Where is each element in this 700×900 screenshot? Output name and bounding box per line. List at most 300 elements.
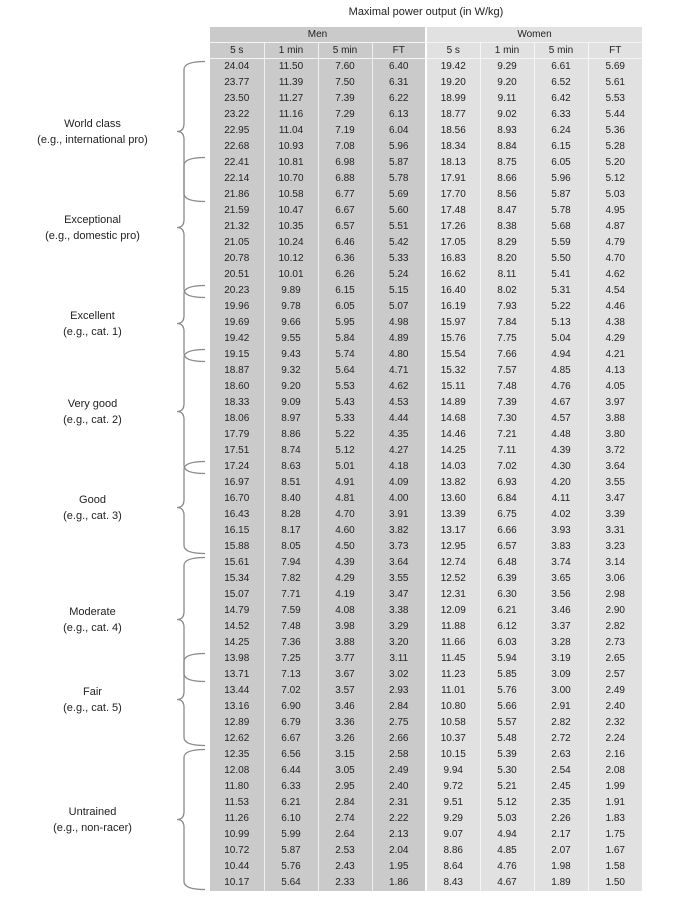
category-brace: [177, 462, 205, 554]
category-name: Fair: [83, 685, 102, 698]
table-cell: 3.46: [534, 603, 588, 619]
table-cell: 4.50: [318, 539, 372, 555]
table-cell: 9.02: [480, 107, 534, 123]
table-cell: 18.06: [210, 411, 264, 427]
column-header-row: [210, 43, 642, 59]
table-cell: 2.95: [318, 779, 372, 795]
table-cell: 2.63: [534, 747, 588, 763]
table-cell: 22.14: [210, 171, 264, 187]
table-cell: 12.89: [210, 715, 264, 731]
table-cell: 7.39: [318, 91, 372, 107]
table-row: [210, 299, 642, 315]
table-cell: 3.74: [534, 555, 588, 571]
table-cell: 14.03: [426, 459, 480, 475]
table-row: [210, 251, 642, 267]
table-cell: 17.26: [426, 219, 480, 235]
table-cell: 6.93: [480, 475, 534, 491]
table-cell: 5.87: [264, 843, 318, 859]
table-cell: 23.50: [210, 91, 264, 107]
group-header-row: [210, 27, 642, 43]
table-cell: 4.89: [372, 331, 426, 347]
table-cell: 5.84: [318, 331, 372, 347]
table-cell: 3.83: [534, 539, 588, 555]
table-cell: 2.32: [588, 715, 642, 731]
group-header-women: Women: [426, 27, 642, 43]
table-cell: 3.05: [318, 763, 372, 779]
table-cell: 8.97: [264, 411, 318, 427]
table-cell: 4.13: [588, 363, 642, 379]
table-cell: 5.33: [318, 411, 372, 427]
table-cell: 16.97: [210, 475, 264, 491]
table-cell: 8.38: [480, 219, 534, 235]
category-example: (e.g., cat. 2): [63, 413, 122, 426]
table-row: [210, 587, 642, 603]
table-cell: 16.15: [210, 523, 264, 539]
table-cell: 5.03: [480, 811, 534, 827]
table-cell: 5.76: [480, 683, 534, 699]
table-cell: 2.90: [588, 603, 642, 619]
table-cell: 21.32: [210, 219, 264, 235]
table-cell: 3.55: [588, 475, 642, 491]
table-row: [210, 539, 642, 555]
table-cell: 11.26: [210, 811, 264, 827]
table-cell: 3.57: [318, 683, 372, 699]
table-cell: 3.39: [588, 507, 642, 523]
table-cell: 9.89: [264, 283, 318, 299]
category-name: Excellent: [70, 309, 115, 322]
table-cell: 3.82: [372, 523, 426, 539]
table-cell: 16.43: [210, 507, 264, 523]
table-row: [210, 395, 642, 411]
table-cell: 2.22: [372, 811, 426, 827]
table-cell: 6.30: [480, 587, 534, 603]
table-cell: 18.87: [210, 363, 264, 379]
table-cell: 5.22: [318, 427, 372, 443]
category-example: (e.g., cat. 5): [63, 701, 122, 714]
table-cell: 5.60: [372, 203, 426, 219]
table-cell: 4.35: [372, 427, 426, 443]
table-cell: 7.82: [264, 571, 318, 587]
table-cell: 13.44: [210, 683, 264, 699]
table-cell: 13.82: [426, 475, 480, 491]
table-cell: 3.11: [372, 651, 426, 667]
table-body: [210, 59, 642, 892]
table-row: [210, 571, 642, 587]
table-cell: 7.29: [318, 107, 372, 123]
table-cell: 5.12: [480, 795, 534, 811]
table-cell: 9.11: [480, 91, 534, 107]
table-cell: 22.95: [210, 123, 264, 139]
table-cell: 17.70: [426, 187, 480, 203]
category-example: (e.g., non-racer): [53, 821, 132, 834]
table-cell: 15.11: [426, 379, 480, 395]
table-row: [210, 843, 642, 859]
table-cell: 8.84: [480, 139, 534, 155]
table-cell: 5.66: [480, 699, 534, 715]
table-row: [210, 459, 642, 475]
table-cell: 15.54: [426, 347, 480, 363]
table-cell: 8.86: [426, 843, 480, 859]
table-row: [210, 155, 642, 171]
table-cell: 7.30: [480, 411, 534, 427]
table-cell: 17.24: [210, 459, 264, 475]
table-cell: 4.46: [588, 299, 642, 315]
table-cell: 6.57: [480, 539, 534, 555]
table-cell: 7.75: [480, 331, 534, 347]
table-cell: 5.15: [372, 283, 426, 299]
table-cell: 2.82: [534, 715, 588, 731]
table-cell: 4.27: [372, 443, 426, 459]
table-cell: 7.02: [480, 459, 534, 475]
table-cell: 8.51: [264, 475, 318, 491]
table-cell: 4.60: [318, 523, 372, 539]
table-row: [210, 139, 642, 155]
table-row: [210, 219, 642, 235]
table-cell: 4.09: [372, 475, 426, 491]
table-row: [210, 411, 642, 427]
table-cell: 4.70: [588, 251, 642, 267]
group-header-men: Men: [210, 27, 426, 43]
table-row: [210, 107, 642, 123]
table-cell: 1.98: [534, 859, 588, 875]
table-cell: 4.53: [372, 395, 426, 411]
table-cell: 6.61: [534, 59, 588, 76]
table-cell: 18.60: [210, 379, 264, 395]
table-cell: 8.11: [480, 267, 534, 283]
table-cell: 2.16: [588, 747, 642, 763]
table-cell: 14.52: [210, 619, 264, 635]
table-cell: 6.12: [480, 619, 534, 635]
table-cell: 1.50: [588, 875, 642, 891]
table-cell: 16.70: [210, 491, 264, 507]
table-cell: 8.63: [264, 459, 318, 475]
category-example: (e.g., cat. 4): [63, 621, 122, 634]
table-row: [210, 187, 642, 203]
table-cell: 7.59: [264, 603, 318, 619]
table-cell: 7.39: [480, 395, 534, 411]
table-cell: 3.64: [372, 555, 426, 571]
table-cell: 3.55: [372, 571, 426, 587]
table-cell: 8.47: [480, 203, 534, 219]
table-cell: 18.34: [426, 139, 480, 155]
table-row: [210, 683, 642, 699]
table-cell: 2.84: [318, 795, 372, 811]
table-cell: 9.29: [426, 811, 480, 827]
table-cell: 5.59: [534, 235, 588, 251]
table-cell: 2.75: [372, 715, 426, 731]
table-cell: 19.15: [210, 347, 264, 363]
table-cell: 22.41: [210, 155, 264, 171]
table-cell: 15.32: [426, 363, 480, 379]
table-cell: 8.74: [264, 443, 318, 459]
table-cell: 12.35: [210, 747, 264, 763]
table-cell: 18.56: [426, 123, 480, 139]
table-cell: 2.07: [534, 843, 588, 859]
table-cell: 4.94: [480, 827, 534, 843]
table-cell: 5.64: [318, 363, 372, 379]
table-cell: 5.33: [372, 251, 426, 267]
table-cell: 4.00: [372, 491, 426, 507]
table-cell: 2.53: [318, 843, 372, 859]
table-row: [210, 731, 642, 747]
table-cell: 5.07: [372, 299, 426, 315]
table-cell: 3.67: [318, 667, 372, 683]
table-cell: 2.31: [372, 795, 426, 811]
table-cell: 4.29: [588, 331, 642, 347]
table-cell: 5.42: [372, 235, 426, 251]
table-cell: 15.88: [210, 539, 264, 555]
table-cell: 17.48: [426, 203, 480, 219]
table-row: [210, 651, 642, 667]
table-cell: 12.62: [210, 731, 264, 747]
table-cell: 18.13: [426, 155, 480, 171]
table-row: [210, 619, 642, 635]
table-cell: 3.73: [372, 539, 426, 555]
table-cell: 2.82: [588, 619, 642, 635]
table-cell: 6.56: [264, 747, 318, 763]
table-cell: 9.72: [426, 779, 480, 795]
table-cell: 1.58: [588, 859, 642, 875]
category-example: (e.g., cat. 1): [63, 325, 122, 338]
table-cell: 4.71: [372, 363, 426, 379]
table-row: [210, 491, 642, 507]
table-cell: 5.96: [534, 171, 588, 187]
table-cell: 4.76: [534, 379, 588, 395]
table-row: [210, 667, 642, 683]
table-cell: 4.39: [534, 443, 588, 459]
table-cell: 5.43: [318, 395, 372, 411]
table-cell: 3.72: [588, 443, 642, 459]
table-cell: 16.62: [426, 267, 480, 283]
table-row: [210, 603, 642, 619]
category-braces: [0, 0, 210, 900]
table-cell: 14.25: [426, 443, 480, 459]
category-name: Untrained: [68, 805, 117, 818]
table-cell: 3.47: [372, 587, 426, 603]
table-cell: 10.24: [264, 235, 318, 251]
table-cell: 5.69: [588, 59, 642, 76]
table-cell: 6.79: [264, 715, 318, 731]
table-cell: 5.01: [318, 459, 372, 475]
table-cell: 11.23: [426, 667, 480, 683]
table-cell: 18.99: [426, 91, 480, 107]
category-name: Exceptional: [64, 213, 121, 226]
table-cell: 12.08: [210, 763, 264, 779]
table-cell: 2.54: [534, 763, 588, 779]
table-cell: 9.66: [264, 315, 318, 331]
table-cell: 4.20: [534, 475, 588, 491]
table-cell: 5.78: [372, 171, 426, 187]
table-cell: 4.62: [588, 267, 642, 283]
table-cell: 5.69: [372, 187, 426, 203]
table-cell: 14.89: [426, 395, 480, 411]
table-row: [210, 203, 642, 219]
table-cell: 16.83: [426, 251, 480, 267]
table-cell: 9.78: [264, 299, 318, 315]
table-cell: 9.32: [264, 363, 318, 379]
table-cell: 3.23: [588, 539, 642, 555]
table-cell: 5.74: [318, 347, 372, 363]
table-cell: 6.40: [372, 59, 426, 76]
table-cell: 17.91: [426, 171, 480, 187]
table-cell: 16.40: [426, 283, 480, 299]
table-cell: 4.79: [588, 235, 642, 251]
table-cell: 2.43: [318, 859, 372, 875]
table-cell: 4.67: [534, 395, 588, 411]
table-cell: 21.05: [210, 235, 264, 251]
table-cell: 21.59: [210, 203, 264, 219]
table-cell: 1.86: [372, 875, 426, 891]
table-cell: 4.11: [534, 491, 588, 507]
table-cell: 4.70: [318, 507, 372, 523]
table-cell: 10.80: [426, 699, 480, 715]
table-cell: 8.43: [426, 875, 480, 891]
table-cell: 4.39: [318, 555, 372, 571]
table-cell: 6.05: [318, 299, 372, 315]
table-cell: 5.85: [480, 667, 534, 683]
table-cell: 2.40: [372, 779, 426, 795]
power-table-container: [210, 27, 642, 891]
table-cell: 4.67: [480, 875, 534, 891]
table-cell: 14.46: [426, 427, 480, 443]
table-cell: 3.02: [372, 667, 426, 683]
table-cell: 3.26: [318, 731, 372, 747]
table-cell: 6.66: [480, 523, 534, 539]
table-cell: 4.95: [588, 203, 642, 219]
table-cell: 3.46: [318, 699, 372, 715]
table-cell: 6.21: [264, 795, 318, 811]
table-cell: 15.34: [210, 571, 264, 587]
table-cell: 5.44: [588, 107, 642, 123]
table-cell: 11.80: [210, 779, 264, 795]
table-cell: 3.06: [588, 571, 642, 587]
table-cell: 15.61: [210, 555, 264, 571]
table-cell: 1.91: [588, 795, 642, 811]
table-cell: 2.40: [588, 699, 642, 715]
table-cell: 8.93: [480, 123, 534, 139]
table-cell: 4.19: [318, 587, 372, 603]
table-cell: 6.57: [318, 219, 372, 235]
table-cell: 9.43: [264, 347, 318, 363]
table-cell: 23.77: [210, 75, 264, 91]
table-cell: 15.97: [426, 315, 480, 331]
table-cell: 5.64: [264, 875, 318, 891]
table-cell: 3.88: [588, 411, 642, 427]
table-cell: 10.15: [426, 747, 480, 763]
table-row: [210, 827, 642, 843]
table-row: [210, 91, 642, 107]
table-cell: 6.48: [480, 555, 534, 571]
table-cell: 5.21: [480, 779, 534, 795]
table-cell: 5.24: [372, 267, 426, 283]
table-row: [210, 555, 642, 571]
table-cell: 10.01: [264, 267, 318, 283]
table-row: [210, 795, 642, 811]
table-cell: 9.29: [480, 59, 534, 76]
table-cell: 19.69: [210, 315, 264, 331]
table-cell: 5.12: [318, 443, 372, 459]
table-cell: 8.75: [480, 155, 534, 171]
table-cell: 5.03: [588, 187, 642, 203]
table-cell: 6.75: [480, 507, 534, 523]
table-cell: 10.35: [264, 219, 318, 235]
table-cell: 14.79: [210, 603, 264, 619]
table-row: [210, 747, 642, 763]
table-cell: 3.14: [588, 555, 642, 571]
table-cell: 6.84: [480, 491, 534, 507]
table-cell: 19.42: [210, 331, 264, 347]
table-cell: 4.38: [588, 315, 642, 331]
table-cell: 6.42: [534, 91, 588, 107]
table-cell: 4.29: [318, 571, 372, 587]
table-cell: 5.22: [534, 299, 588, 315]
table-row: [210, 123, 642, 139]
table-cell: 6.03: [480, 635, 534, 651]
table-row: [210, 763, 642, 779]
table-cell: 7.66: [480, 347, 534, 363]
power-table: [210, 27, 642, 891]
column-header-women-5s: 5 s: [426, 43, 480, 59]
table-row: [210, 507, 642, 523]
table-cell: 5.36: [588, 123, 642, 139]
table-cell: 11.39: [264, 75, 318, 91]
table-cell: 18.77: [426, 107, 480, 123]
table-cell: 2.73: [588, 635, 642, 651]
table-cell: 4.18: [372, 459, 426, 475]
table-row: [210, 283, 642, 299]
table-row: [210, 59, 642, 76]
table-cell: 5.12: [588, 171, 642, 187]
table-cell: 6.31: [372, 75, 426, 91]
table-row: [210, 715, 642, 731]
table-cell: 7.60: [318, 59, 372, 76]
table-cell: 2.45: [534, 779, 588, 795]
table-cell: 3.97: [588, 395, 642, 411]
table-cell: 16.19: [426, 299, 480, 315]
table-cell: 8.29: [480, 235, 534, 251]
table-cell: 20.51: [210, 267, 264, 283]
table-row: [210, 363, 642, 379]
table-cell: 8.56: [480, 187, 534, 203]
table-cell: 23.22: [210, 107, 264, 123]
table-cell: 10.93: [264, 139, 318, 155]
table-cell: 12.09: [426, 603, 480, 619]
table-cell: 4.30: [534, 459, 588, 475]
table-cell: 1.75: [588, 827, 642, 843]
table-cell: 20.78: [210, 251, 264, 267]
table-cell: 6.67: [264, 731, 318, 747]
column-header-women-ft: FT: [588, 43, 642, 59]
table-cell: 3.56: [534, 587, 588, 603]
table-cell: 3.36: [318, 715, 372, 731]
table-cell: 10.17: [210, 875, 264, 891]
table-cell: 5.20: [588, 155, 642, 171]
table-cell: 2.49: [588, 683, 642, 699]
table-cell: 2.08: [588, 763, 642, 779]
table-cell: 3.09: [534, 667, 588, 683]
table-cell: 6.04: [372, 123, 426, 139]
table-cell: 9.09: [264, 395, 318, 411]
table-cell: 4.98: [372, 315, 426, 331]
table-row: [210, 347, 642, 363]
table-row: [210, 379, 642, 395]
table-cell: 2.65: [588, 651, 642, 667]
table-cell: 7.02: [264, 683, 318, 699]
table-cell: 4.80: [372, 347, 426, 363]
table-cell: 2.04: [372, 843, 426, 859]
table-cell: 6.21: [480, 603, 534, 619]
column-header-women-1min: 1 min: [480, 43, 534, 59]
